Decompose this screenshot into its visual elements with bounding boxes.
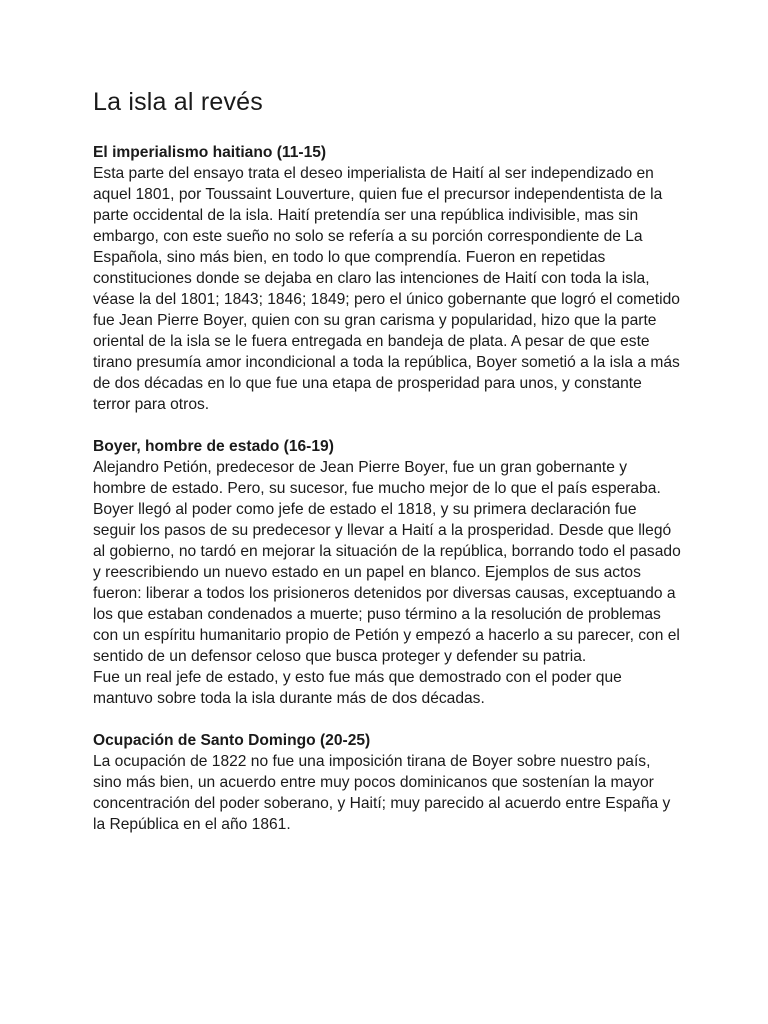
document-page	[93, 84, 683, 856]
section-ocupacion	[93, 730, 683, 835]
section-paragraph: Alejandro Petión, predecesor de Jean Pierre Boyer, fue un gran gobernante y hombre de estado. Pero, su sucesor, fue mucho mejor de lo que el país esperaba.	[93, 459, 661, 497]
section-paragraph: Boyer llegó al poder como jefe de estado el 1818, y su primera declaración fue seguir los pasos de su predecesor y llevar a Haití a la prosperidad. Desde que llegó al gobierno, no tardó en mejorar la situación de la república, borrando todo el pasado y reescribiendo un nuevo estado en un papel en blanco. Ejemplos de sus actos fueron: liberar a todos los prisioneros detenidos por diversas causas, exceptuando a los que estaban condenados a muerte; puso término a la resolución de problemas con un espíritu humanitario propio de Petión y empezó a hacerlo a su parecer, con el sentido de un defensor celoso que busca proteger y defender su patria.	[93, 501, 681, 665]
section-paragraph: Esta parte del ensayo trata el deseo imperialista de Haití al ser independizado en aquel 1801, por Toussaint Louverture, quien fue el precursor independentista de la parte occidental de la isla. Haití pretendía ser una república indivisible, mas sin embargo, con este sueño no solo se refería a su porción correspondiente de La Española, sino más bien, en todo lo que comprendía. Fueron en repetidas constituciones donde se dejaba en claro las intenciones de Haití con toda la isla, véase la del 1801; 1843; 1846; 1849; pero el único gobernante que logró el cometido fue Jean Pierre Boyer, quien con su gran carisma y popularidad, hizo que la parte oriental de la isla se le fuera entregada en bandeja de plata. A pesar de que este tirano presumía amor incondicional a toda la república, Boyer sometió a la isla a más de dos décadas en lo que fue una etapa de prosperidad para unos, y constante terror para otros.	[93, 165, 680, 413]
section-paragraph: Fue un real jefe de estado, y esto fue más que demostrado con el poder que mantuvo sobre toda la isla durante más de dos décadas.	[93, 669, 622, 707]
section-heading: El imperialismo haitiano (11-15)	[93, 144, 327, 161]
section-imperialismo	[93, 142, 683, 415]
section-boyer	[93, 436, 683, 709]
section-heading: Boyer, hombre de estado (16-19)	[93, 438, 334, 455]
document-title: La isla al revés	[93, 88, 263, 116]
section-paragraph: La ocupación de 1822 no fue una imposición tirana de Boyer sobre nuestro país, sino más bien, un acuerdo entre muy pocos dominicanos que sostenían la mayor concentración del poder soberano, y Haití; muy parecido al acuerdo entre España y la República en el año 1861.	[93, 753, 671, 833]
section-heading: Ocupación de Santo Domingo (20-25)	[93, 732, 371, 749]
